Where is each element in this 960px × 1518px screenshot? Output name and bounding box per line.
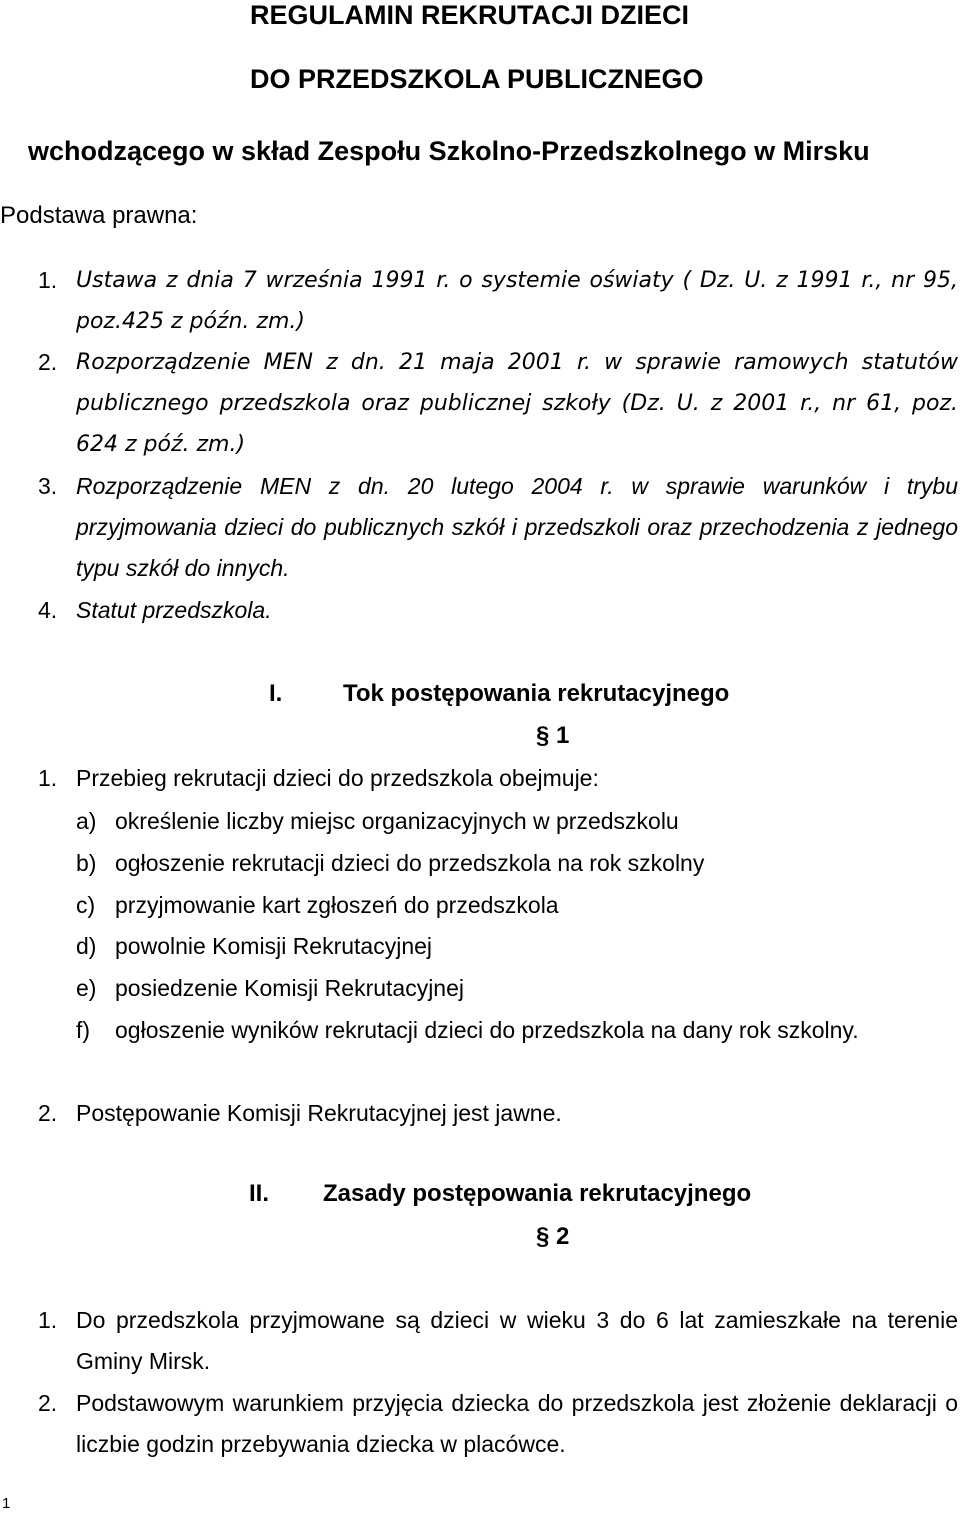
subitem-text: posiedzenie Komisji Rekrutacyjnej xyxy=(115,975,464,1001)
list-text: Rozporządzenie MEN z dn. 21 maja 2001 r. w sprawie ramowych statutów publicznego przedszkola oraz publicznej szkoły (Dz. U. z 2001 r., nr 61, poz. 624 z póź. zm.) xyxy=(76,350,958,457)
list-number: 1. xyxy=(38,765,58,791)
list-text: Przebieg rekrutacji dzieci do przedszkola obejmuje: xyxy=(76,765,599,791)
subitem-text: przyjmowanie kart zgłoszeń do przedszkola xyxy=(115,892,559,918)
list-number: 1. xyxy=(38,1307,58,1333)
subitem-text: ogłoszenie rekrutacji dzieci do przedszkola na rok szkolny xyxy=(115,850,705,876)
subitem-text: określenie liczby miejsc organizacyjnych w przedszkolu xyxy=(115,808,679,834)
list-number: 2. xyxy=(38,1390,58,1416)
list-number: 2. xyxy=(38,349,58,375)
subitem-letter: b) xyxy=(76,850,97,876)
list-number: 3. xyxy=(38,473,58,499)
subitem-text: powolnie Komisji Rekrutacyjnej xyxy=(115,933,433,959)
section-2-number: II. xyxy=(249,1180,270,1207)
document-title-line-3: wchodzącego w skład Zespołu Szkolno-Przedszkolnego w Mirsku xyxy=(28,136,870,166)
subitem-letter: c) xyxy=(76,892,96,918)
list-text: Do przedszkola przyjmowane są dzieci w wieku 3 do 6 lat zamieszkałe na terenie Gminy Mirsk. xyxy=(76,1307,958,1374)
document-title-line-2: DO PRZEDSZKOLA PUBLICZNEGO xyxy=(250,64,704,94)
list-number: 4. xyxy=(38,597,58,623)
list-text: Ustawa z dnia 7 września 1991 r. o systemie oświaty ( Dz. U. z 1991 r., nr 95, poz.425 z późn. zm.) xyxy=(76,268,958,334)
list-text: Statut przedszkola. xyxy=(76,597,272,623)
list-number: 1. xyxy=(38,267,58,293)
section-2-title: Zasady postępowania rekrutacyjnego xyxy=(323,1180,752,1207)
list-text: Rozporządzenie MEN z dn. 20 lutego 2004 r. w sprawie warunków i trybu przyjmowania dzieci do publicznych szkół i przedszkoli oraz przechodzenia z jednego typu szkół do innych. xyxy=(76,473,958,581)
section-1-paragraph-sign: § 1 xyxy=(536,722,570,749)
section-2-paragraph-sign: § 2 xyxy=(536,1223,570,1250)
document-title-line-1: REGULAMIN REKRUTACJI DZIECI xyxy=(250,0,690,30)
section-1-number: I. xyxy=(269,680,283,707)
list-text: Postępowanie Komisji Rekrutacyjnej jest jawne. xyxy=(76,1100,562,1126)
page-number: 1 xyxy=(2,1495,11,1512)
subitem-letter: f) xyxy=(76,1017,91,1043)
list-number: 2. xyxy=(38,1100,58,1126)
legal-basis-label: Podstawa prawna: xyxy=(0,202,198,229)
subitem-text: ogłoszenie wyników rekrutacji dzieci do przedszkola na dany rok szkolny. xyxy=(115,1017,859,1043)
subitem-letter: d) xyxy=(76,933,97,959)
list-text: Podstawowym warunkiem przyjęcia dziecka do przedszkola jest złożenie deklaracji o liczbie godzin przebywania dziecka w placówce. xyxy=(76,1390,958,1457)
subitem-letter: e) xyxy=(76,975,97,1001)
subitem-letter: a) xyxy=(76,808,97,834)
section-1-title: Tok postępowania rekrutacyjnego xyxy=(343,680,730,707)
